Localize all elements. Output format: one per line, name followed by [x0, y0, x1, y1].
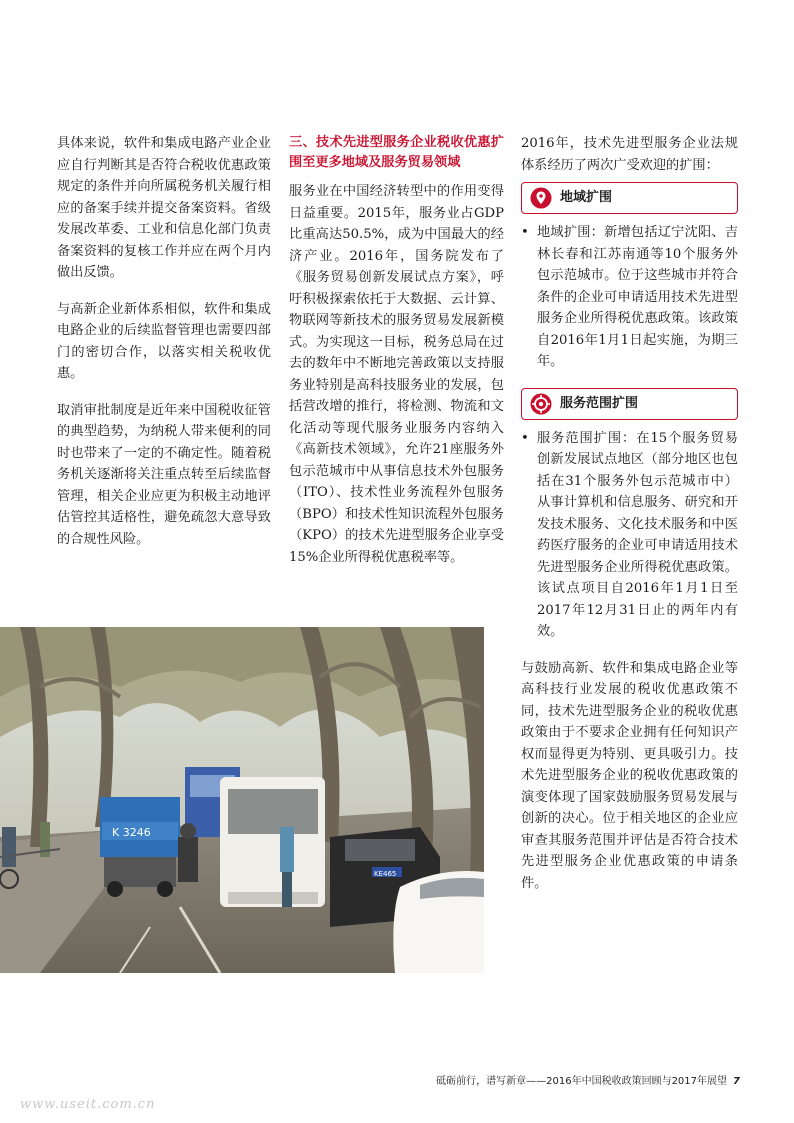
list-item [521, 222, 738, 373]
paragraph: 2016年，技术先进型服务企业法规体系经历了两次广受欢迎的扩围： [521, 136, 738, 173]
street-photo [0, 627, 484, 973]
text-column-left [57, 133, 271, 565]
footer-title: 砥砺前行，谱写新章——2016年中国税收政策回顾与2017年展望 [436, 1076, 728, 1087]
truck-plate-text: K 3246 [112, 826, 151, 839]
section-heading: 三、技术先进型服务企业税收优惠扩围至更多地域及服务贸易领域 [289, 135, 504, 170]
bullet-text: 地域扩围：新增包括辽宁沈阳、吉林长春和江苏南通等10个服务外包示范城市。位于这些城市并符合条件的企业可申请适用技术先进型服务企业所得税优惠政策。该政策自2016年1月1日起实施，为期三年。 [537, 225, 738, 369]
watermark: www.useit.com.cn [20, 1097, 156, 1112]
text-column-middle [289, 133, 504, 583]
service-scope-box [521, 388, 738, 420]
paragraph: 服务业在中国经济转型中的作用变得日益重要。2015年，服务业占GDP比重高达50.5%，成为中国最大的经济产业。2016年，国务院发布了《服务贸易创新发展试点方案》，呼吁积极探索依托于大数据、云计算、物联网等新技术的服务贸易发展新模式。为实现这一目标，税务总局在过去的数年中不断地完善政策以支持服务业特别是高科技服务业的发展，包括营改增的推行，将检测、物流和文化活动等现代服务业服务内容纳入《高新技术领域》，允许21座服务外包示范城市中从事信息技术外包服务（ITO）、技术性业务流程外包服务（BPO）和技术性知识流程外包服务（KPO）的技术先进型服务企业享受15%企业所得税优惠税率等。 [289, 184, 504, 565]
target-icon [530, 393, 552, 415]
bullet-icon: • [521, 430, 529, 446]
car-plate-text: KE465 [374, 870, 397, 878]
paragraph: 与高新企业新体系相似，软件和集成电路企业的后续监督管理也需要四部门的密切合作，以落实相关税收优惠。 [57, 301, 271, 381]
list-item [521, 428, 738, 643]
bullet-text: 服务范围扩围：在15个服务贸易创新发展试点地区（部分地区也包括在31个服务外包示范城市中）从事计算机和信息服务、研究和开发技术服务、文化技术服务和中医药医疗服务的企业可申请适用技术先进型服务企业所得税优惠政策。该试点项目自2016年1月1日至2017年12月31日止的两年内有效。 [537, 430, 738, 639]
paragraph: 与鼓励高新、软件和集成电路企业等高科技行业发展的税收优惠政策不同，技术先进型服务企业的税收优惠政策由于不要求企业拥有任何知识产权而显得更为特别、更具吸引力。技术先进型服务企业的税收优惠政策的演变体现了国家鼓励服务贸易发展与创新的决心。位于相关地区的企业应审查其服务范围并评估是否符合技术先进型服务企业优惠政策的申请条件。 [521, 660, 738, 891]
page-footer [436, 1072, 740, 1087]
paragraph: 具体来说，软件和集成电路产业企业应自行判断其是否符合税收优惠政策规定的条件并向所属税务机关履行相应的备案手续并提交备案资料。省级发展改革委、工业和信息化部门负责备案资料的复核工作并应在两个月内做出反馈。 [57, 136, 271, 280]
section-title: 服务范围扩围 [560, 395, 639, 411]
map-marker-icon [530, 187, 552, 209]
text-column-right [521, 133, 738, 909]
section-title: 地域扩围 [560, 190, 613, 206]
region-expansion-box [521, 182, 738, 214]
page-number: 7 [733, 1076, 740, 1087]
paragraph: 取消审批制度是近年来中国税收征管的典型趋势，为纳税人带来便利的同时也带来了一定的不确定性。随着税务机关逐渐将关注重点转至后续监督管理，相关企业应更为积极主动地评估管控其适格性，避免疏忽大意导致的合规性风险。 [57, 402, 271, 547]
bullet-icon: • [521, 225, 529, 240]
